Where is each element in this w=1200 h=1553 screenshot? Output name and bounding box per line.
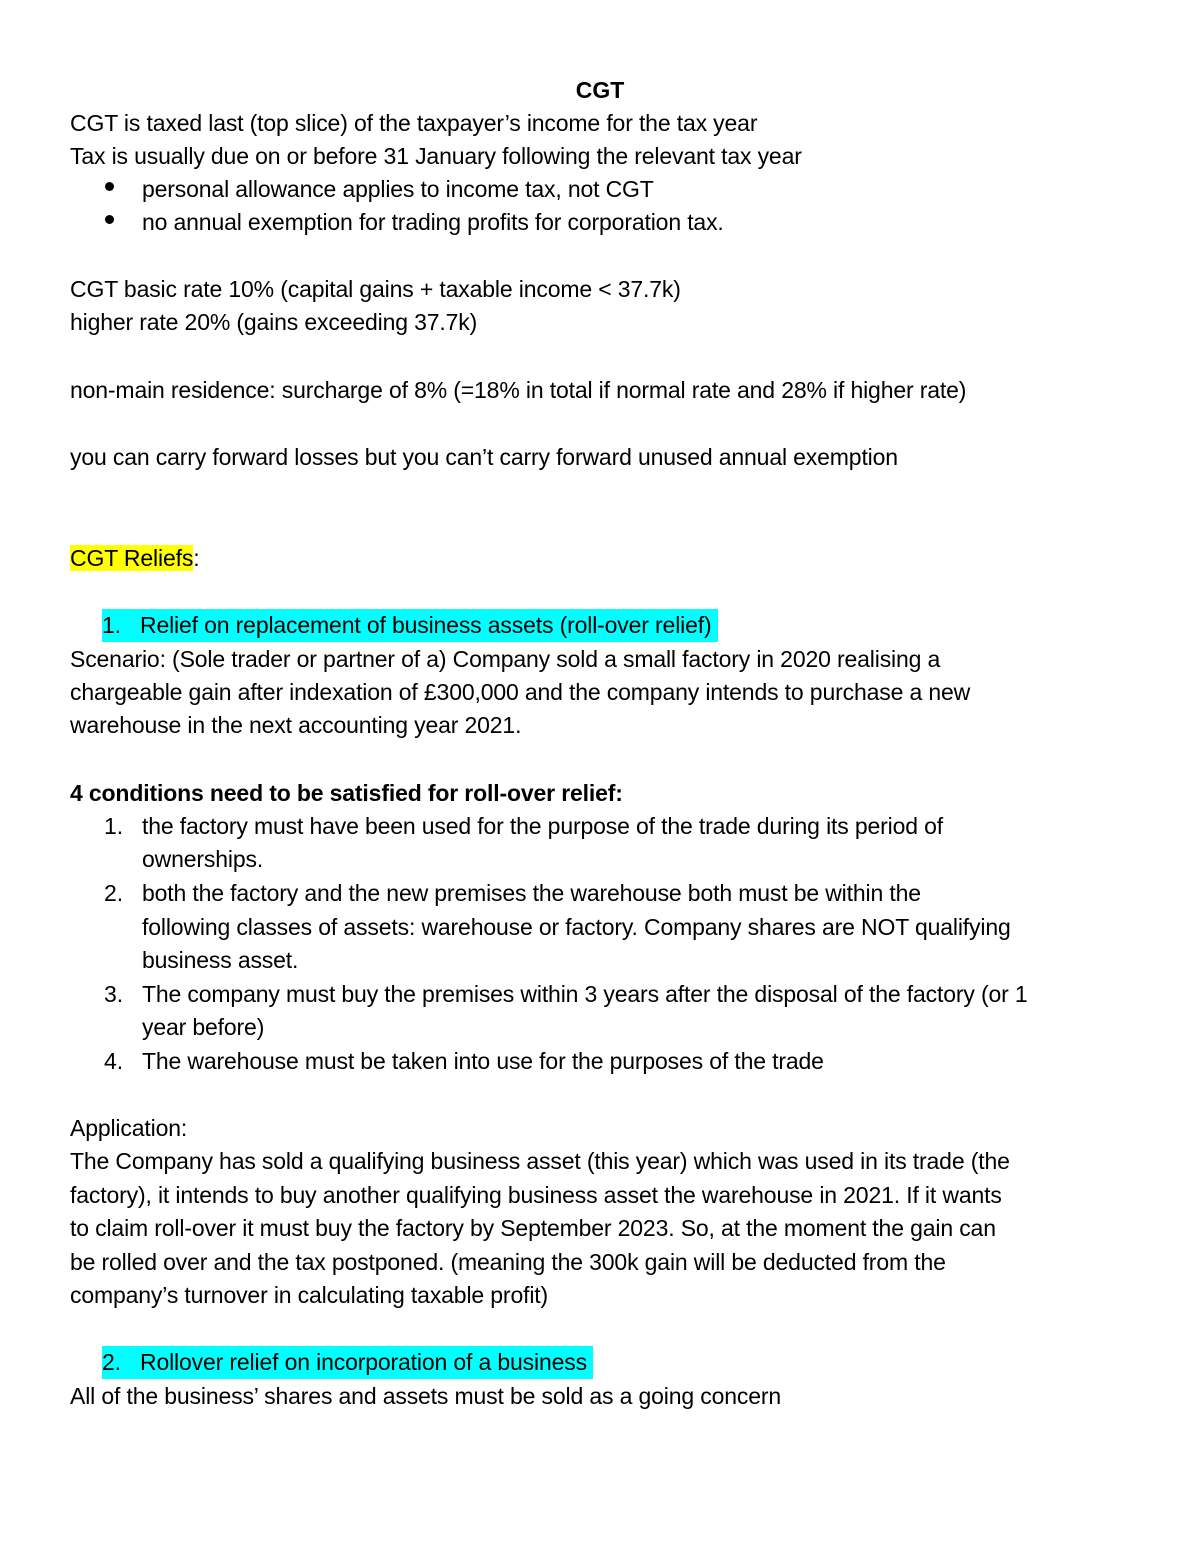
condition-line: both the factory and the new premises the warehouse both must be within the <box>142 880 921 906</box>
scenario-line: Scenario: (Sole trader or partner of a) Company sold a small factory in 2020 realising a <box>70 646 941 672</box>
scenario-line: chargeable gain after indexation of £300,000 and the company intends to purchase a new <box>70 679 971 705</box>
intro-line: Tax is usually due on or before 31 January following the relevant tax year <box>70 143 802 169</box>
relief-1-title: Relief on replacement of business assets (roll-over relief) <box>140 612 712 638</box>
condition-line: year before) <box>142 1014 265 1040</box>
application-heading: Application: <box>70 1115 188 1141</box>
relief-1-heading <box>102 609 718 642</box>
application-line: be rolled over and the tax postponed. (meaning the 300k gain will be deducted from the <box>70 1249 946 1275</box>
relief-2-description: All of the business’ shares and assets must be sold as a going concern <box>70 1383 782 1409</box>
bullet-item: no annual exemption for trading profits for corporation tax. <box>142 209 724 235</box>
condition-line: following classes of assets: warehouse or factory. Company shares are NOT qualifying <box>142 914 1011 940</box>
bullet-icon <box>105 182 114 191</box>
condition-number: 4. <box>104 1048 124 1074</box>
relief-2-title: Rollover relief on incorporation of a business <box>140 1349 587 1375</box>
page-title: CGT <box>575 77 625 103</box>
application-line: to claim roll-over it must buy the factory by September 2023. So, at the moment the gain can <box>70 1215 996 1241</box>
intro-line: CGT is taxed last (top slice) of the taxpayer’s income for the tax year <box>70 110 758 136</box>
condition-line: The company must buy the premises within 3 years after the disposal of the factory (or 1 <box>142 981 1028 1007</box>
rate-line: higher rate 20% (gains exceeding 37.7k) <box>70 309 478 335</box>
condition-number: 3. <box>104 981 124 1007</box>
application-line: The Company has sold a qualifying business asset (this year) which was used in its trade (the <box>70 1148 1010 1174</box>
relief-2-heading <box>102 1346 593 1379</box>
reliefs-heading-text: CGT Reliefs <box>70 545 194 571</box>
rate-line: CGT basic rate 10% (capital gains + taxable income < 37.7k) <box>70 276 681 302</box>
conditions-heading: 4 conditions need to be satisfied for roll-over relief: <box>70 780 623 806</box>
condition-line: the factory must have been used for the purpose of the trade during its period of <box>142 813 944 839</box>
application-line: factory), it intends to buy another qualifying business asset the warehouse in 2021. If it wants <box>70 1182 1002 1208</box>
condition-line: ownerships. <box>142 846 264 872</box>
condition-number: 1. <box>104 813 124 839</box>
condition-line: The warehouse must be taken into use for the purposes of the trade <box>142 1048 824 1074</box>
condition-number: 2. <box>104 880 124 906</box>
bullet-item: personal allowance applies to income tax, not CGT <box>142 176 654 202</box>
non-main-residence-line: non-main residence: surcharge of 8% (=18% in total if normal rate and 28% if higher rate) <box>70 377 967 403</box>
bullet-icon <box>105 215 114 224</box>
reliefs-heading <box>70 542 199 575</box>
condition-line: business asset. <box>142 947 299 973</box>
scenario-line: warehouse in the next accounting year 2021. <box>70 712 522 738</box>
relief-2-number: 2. <box>102 1349 121 1375</box>
application-line: company’s turnover in calculating taxable profit) <box>70 1282 549 1308</box>
reliefs-heading-colon: : <box>193 545 200 571</box>
relief-1-number: 1. <box>102 612 121 638</box>
carry-forward-line: you can carry forward losses but you can’t carry forward unused annual exemption <box>70 444 898 470</box>
